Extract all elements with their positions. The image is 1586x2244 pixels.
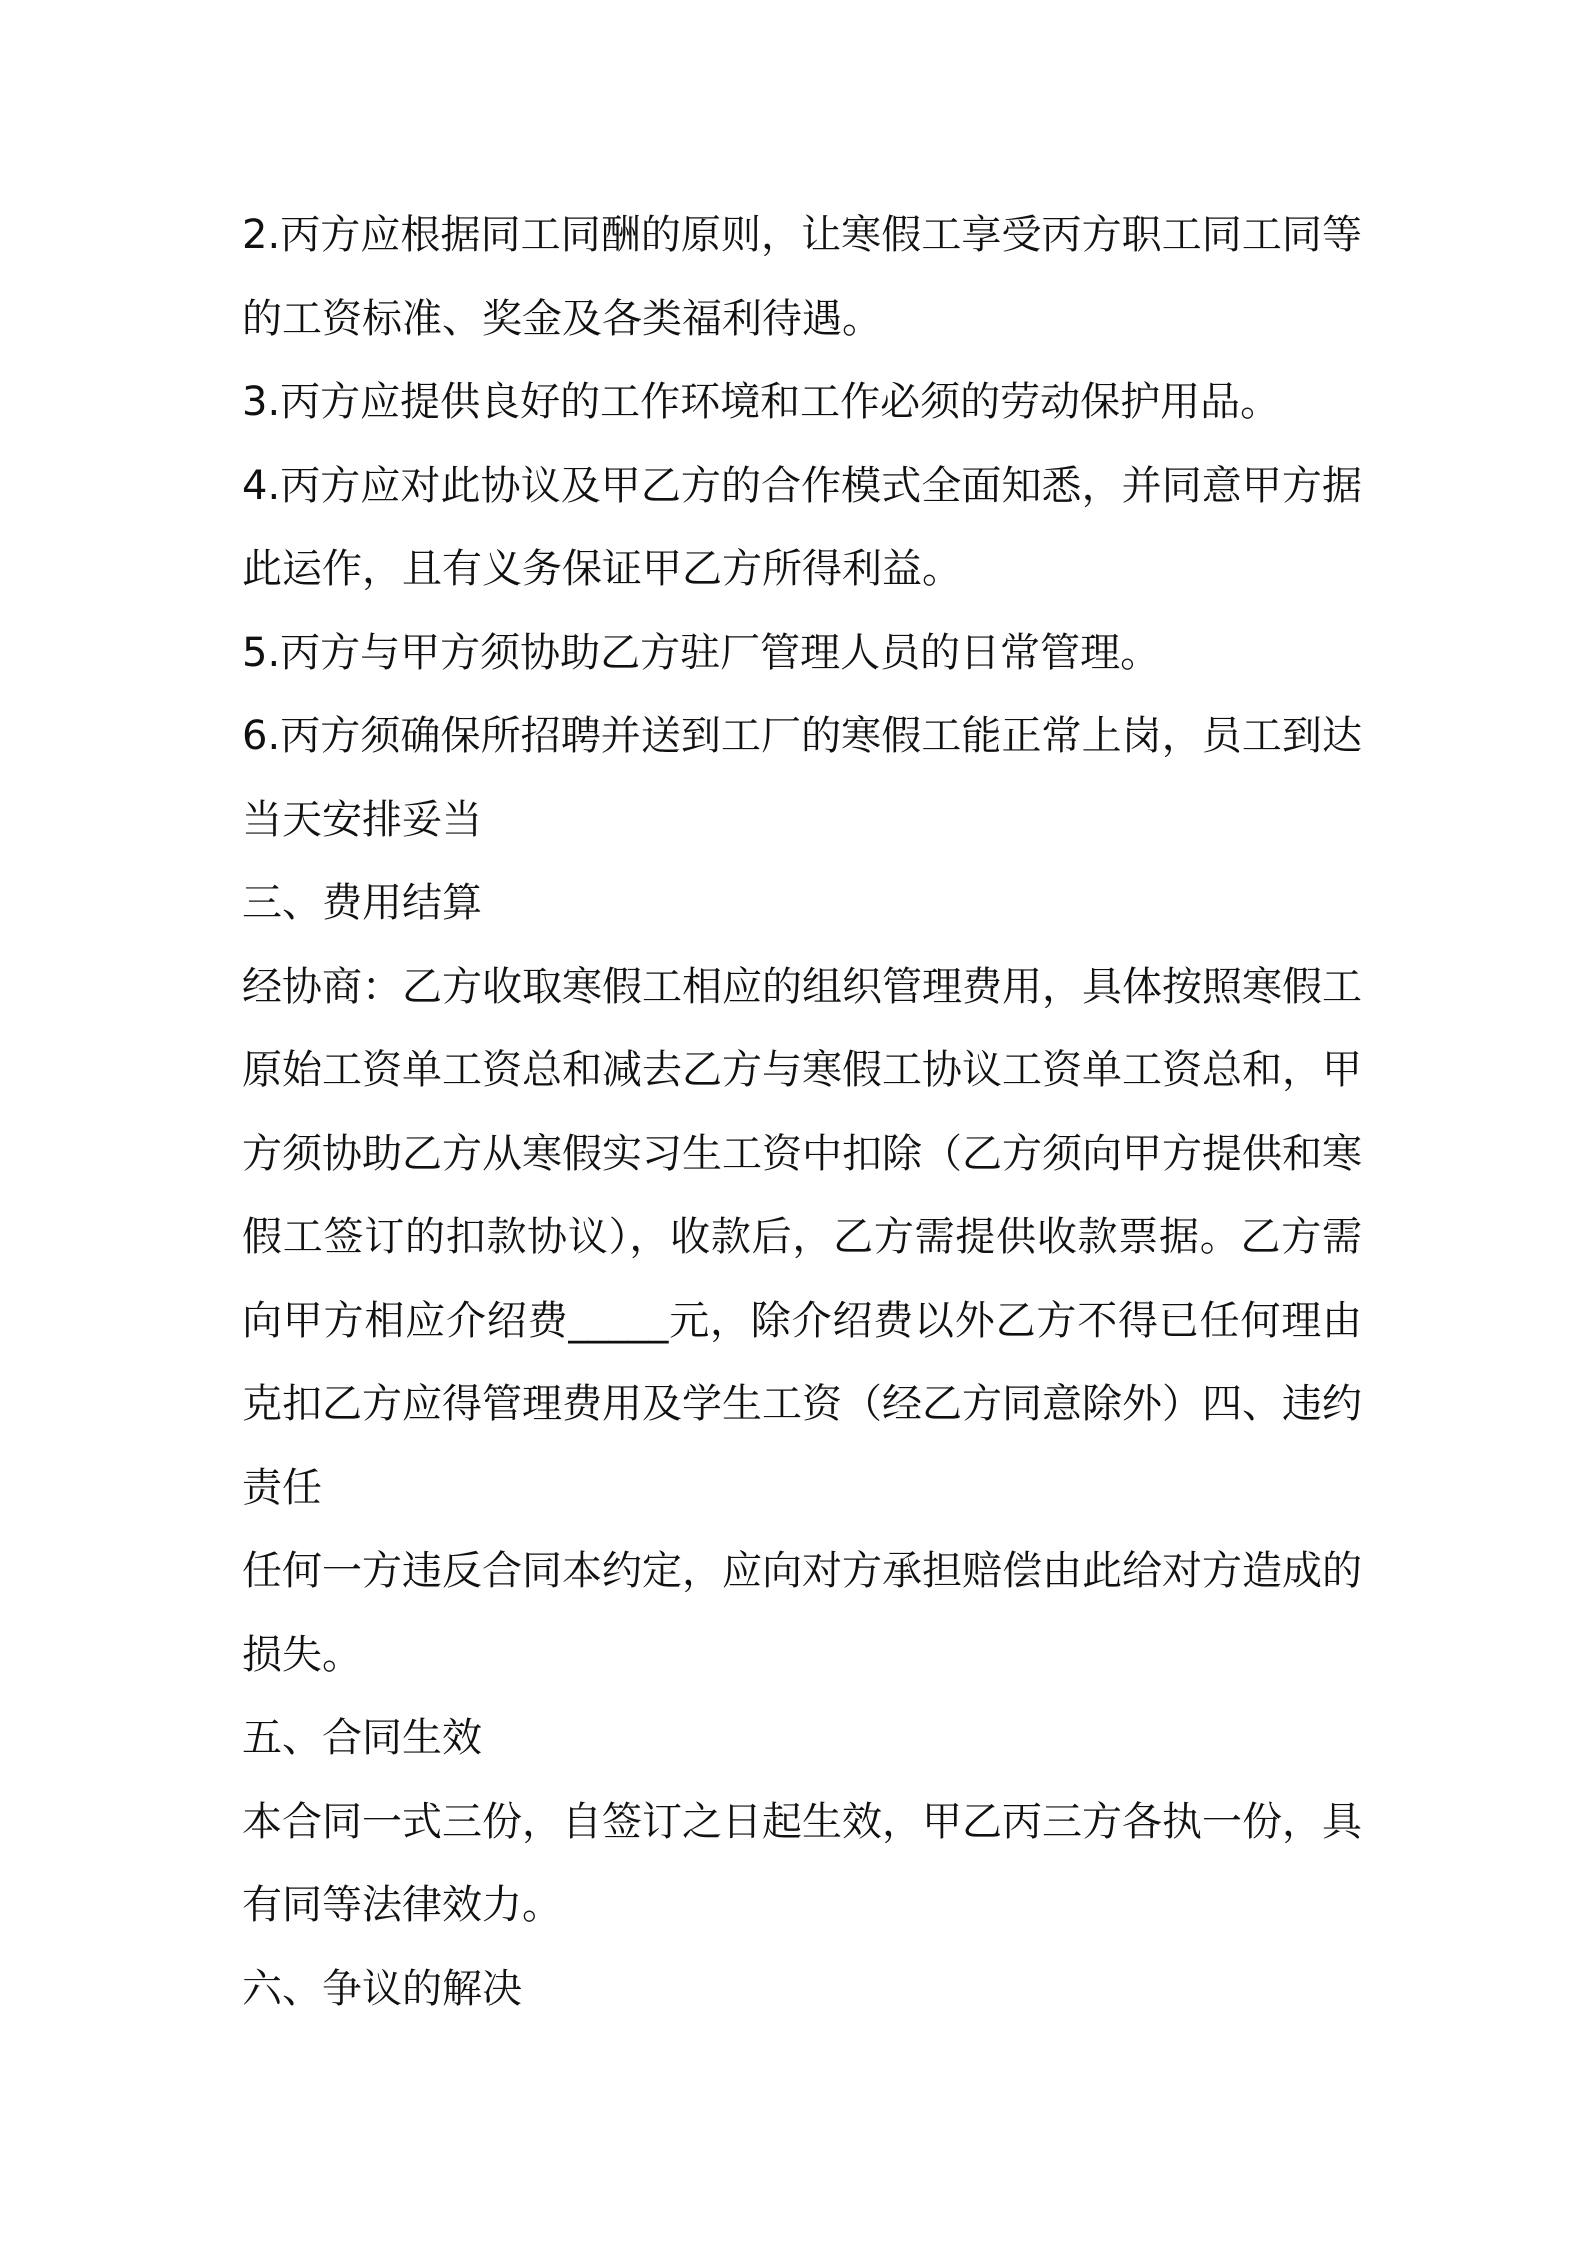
text-line: 当天安排妥当 bbox=[242, 796, 482, 843]
text-line: 向甲方相应介绍费_____元，除介绍费以外乙方不得已任何理由 bbox=[242, 1297, 1362, 1344]
text-line: 方须协助乙方从寒假实习生工资中扣除（乙方须向甲方提供和寒 bbox=[242, 1130, 1362, 1177]
text-line: 克扣乙方应得管理费用及学生工资（经乙方同意除外）四、违约 bbox=[242, 1381, 1362, 1427]
text-line: 3.丙方应提供良好的工作环境和工作必须的劳动保护用品。 bbox=[242, 379, 1281, 425]
contract-text bbox=[242, 194, 1362, 2031]
text-line: 6.丙方须确保所招聘并送到工厂的寒假工能正常上岗，员工到达 bbox=[242, 713, 1362, 759]
text-line: 经协商：乙方收取寒假工相应的组织管理费用，具体按照寒假工 bbox=[242, 963, 1362, 1010]
text-line: 此运作，且有义务保证甲乙方所得利益。 bbox=[242, 546, 962, 592]
text-line: 有同等法律效力。 bbox=[242, 1882, 562, 1928]
section-heading: 五、合同生效 bbox=[242, 1715, 482, 1761]
section-heading: 三、费用结算 bbox=[242, 880, 482, 926]
section-heading: 六、争议的解决 bbox=[242, 1965, 522, 2012]
text-line: 损失。 bbox=[242, 1631, 362, 1678]
text-line: 5.丙方与甲方须协助乙方驻厂管理人员的日常管理。 bbox=[242, 629, 1161, 676]
text-line: 任何一方违反合同本约定，应向对方承担赔偿由此给对方造成的 bbox=[242, 1548, 1362, 1594]
text-line: 本合同一式三份，自签订之日起生效，甲乙丙三方各执一份，具 bbox=[242, 1798, 1362, 1845]
text-line: 4.丙方应对此协议及甲乙方的合作模式全面知悉，并同意甲方据 bbox=[242, 462, 1362, 509]
text-line: 责任 bbox=[242, 1464, 322, 1511]
text-line: 2.丙方应根据同工同酬的原则，让寒假工享受丙方职工同工同等 bbox=[242, 212, 1362, 258]
text-line: 的工资标准、奖金及各类福利待遇。 bbox=[242, 295, 882, 342]
text-line: 假工签订的扣款协议），收款后，乙方需提供收款票据。乙方需 bbox=[242, 1214, 1362, 1260]
text-line: 原始工资单工资总和减去乙方与寒假工协议工资单工资总和，甲 bbox=[242, 1047, 1362, 1093]
